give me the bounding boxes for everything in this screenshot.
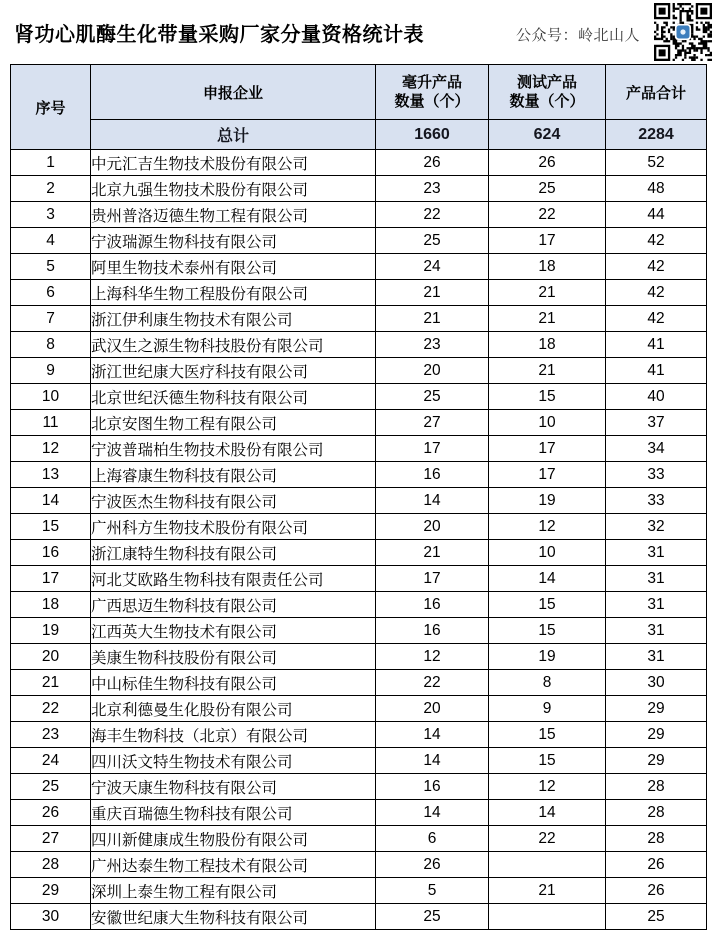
total-qty-cell: 28 [606,826,707,852]
company-name-cell: 浙江伊利康生物技术有限公司 [91,306,376,332]
company-name-cell: 江西英大生物技术有限公司 [91,618,376,644]
row-index-cell: 17 [11,566,91,592]
ml-qty-cell: 12 [376,644,489,670]
ml-qty-cell: 25 [376,384,489,410]
official-account-label: 公众号：岭北山人 [516,27,641,44]
page-title: 肾功心肌酶生化带量采购厂家分量资格统计表 [14,24,424,46]
row-index-cell: 25 [11,774,91,800]
company-name-cell: 广州科方生物技术股份有限公司 [91,514,376,540]
test-qty-cell: 25 [489,176,606,202]
total-qty-cell: 44 [606,202,707,228]
test-qty-cell: 22 [489,826,606,852]
test-qty-cell: 14 [489,566,606,592]
total-qty-cell: 41 [606,332,707,358]
col-header-test-line2: 数量（个） [509,93,585,110]
test-qty-cell: 17 [489,436,606,462]
row-index-cell: 21 [11,670,91,696]
total-qty-cell: 40 [606,384,707,410]
total-qty-cell: 42 [606,280,707,306]
test-qty-cell: 10 [489,540,606,566]
total-qty-cell: 33 [606,462,707,488]
company-name-cell: 宁波普瑞柏生物技术股份有限公司 [91,436,376,462]
test-qty-cell: 21 [489,306,606,332]
company-name-cell: 北京世纪沃德生物科技有限公司 [91,384,376,410]
test-qty-cell: 15 [489,748,606,774]
company-name-cell: 阿里生物技术泰州有限公司 [91,254,376,280]
table-row [11,462,707,488]
total-qty-cell: 52 [606,150,707,176]
total-qty-cell: 31 [606,566,707,592]
row-index-cell: 29 [11,878,91,904]
ml-qty-cell: 17 [376,566,489,592]
ml-qty-cell: 16 [376,774,489,800]
table-row [11,540,707,566]
row-index-cell: 20 [11,644,91,670]
company-name-cell: 宁波瑞源生物科技有限公司 [91,228,376,254]
test-qty-cell: 17 [489,462,606,488]
table-row [11,644,707,670]
ml-qty-cell: 6 [376,826,489,852]
table-header [11,65,707,150]
ml-qty-cell: 20 [376,358,489,384]
table-row [11,618,707,644]
total-qty-cell: 31 [606,592,707,618]
row-index-cell: 1 [11,150,91,176]
company-name-cell: 宁波医杰生物科技有限公司 [91,488,376,514]
row-index-cell: 4 [11,228,91,254]
ml-qty-cell: 5 [376,878,489,904]
col-header-company: 申报企业 [91,65,376,120]
total-qty-cell: 28 [606,800,707,826]
company-name-cell: 河北艾欧路生物科技有限责任公司 [91,566,376,592]
total-qty-cell: 31 [606,644,707,670]
row-index-cell: 9 [11,358,91,384]
company-name-cell: 广州达泰生物工程技术有限公司 [91,852,376,878]
company-name-cell: 四川新健康成生物股份有限公司 [91,826,376,852]
table-row [11,696,707,722]
table-row [11,410,707,436]
ml-qty-cell: 22 [376,202,489,228]
col-header-ml-qty [376,65,489,120]
table-row [11,748,707,774]
row-index-cell: 23 [11,722,91,748]
row-index-cell: 28 [11,852,91,878]
table-row [11,774,707,800]
company-name-cell: 中山标佳生物科技有限公司 [91,670,376,696]
ml-qty-cell: 16 [376,462,489,488]
total-qty-cell: 42 [606,254,707,280]
ml-qty-cell: 16 [376,618,489,644]
row-index-cell: 30 [11,904,91,930]
row-index-cell: 6 [11,280,91,306]
ml-qty-cell: 23 [376,332,489,358]
row-index-cell: 15 [11,514,91,540]
company-name-cell: 北京安图生物工程有限公司 [91,410,376,436]
row-index-cell: 22 [11,696,91,722]
ml-qty-cell: 25 [376,904,489,930]
table-row [11,384,707,410]
company-name-cell: 四川沃文特生物技术有限公司 [91,748,376,774]
table-row [11,332,707,358]
ml-qty-cell: 14 [376,748,489,774]
table-row [11,306,707,332]
table-row [11,280,707,306]
row-index-cell: 2 [11,176,91,202]
total-qty-cell: 29 [606,748,707,774]
ml-qty-cell: 14 [376,488,489,514]
company-name-cell: 宁波天康生物科技有限公司 [91,774,376,800]
table-row [11,826,707,852]
ml-qty-cell: 26 [376,852,489,878]
test-qty-cell: 10 [489,410,606,436]
table-row [11,514,707,540]
ml-qty-cell: 16 [376,592,489,618]
total-qty-cell: 42 [606,306,707,332]
table-row [11,202,707,228]
test-qty-cell: 9 [489,696,606,722]
test-qty-cell: 18 [489,332,606,358]
qr-code-icon [654,2,712,62]
table-row [11,878,707,904]
row-index-cell: 7 [11,306,91,332]
test-qty-cell: 19 [489,644,606,670]
col-header-test-line1: 测试产品 [516,74,577,91]
table-row [11,670,707,696]
test-qty-cell: 8 [489,670,606,696]
row-index-cell: 3 [11,202,91,228]
company-name-cell: 海丰生物科技（北京）有限公司 [91,722,376,748]
row-index-cell: 14 [11,488,91,514]
row-index-cell: 8 [11,332,91,358]
col-header-ml-line1: 毫升产品 [401,74,462,91]
procurement-stats-table [10,64,707,930]
total-qty-cell: 37 [606,410,707,436]
row-index-cell: 24 [11,748,91,774]
ml-qty-cell: 26 [376,150,489,176]
ml-qty-cell: 21 [376,306,489,332]
test-qty-cell [489,904,606,930]
table-row [11,228,707,254]
test-qty-cell: 26 [489,150,606,176]
table-row [11,150,707,176]
col-header-ml-line2: 数量（个） [394,93,470,110]
company-name-cell: 重庆百瑞德生物科技有限公司 [91,800,376,826]
test-qty-cell: 15 [489,384,606,410]
total-qty-cell: 33 [606,488,707,514]
total-qty-cell: 26 [606,878,707,904]
ml-qty-cell: 22 [376,670,489,696]
total-qty-cell: 25 [606,904,707,930]
totals-row [11,120,707,150]
total-qty-cell: 31 [606,540,707,566]
col-header-test-qty [489,65,606,120]
company-name-cell: 北京利德曼生化股份有限公司 [91,696,376,722]
company-name-cell: 安徽世纪康大生物科技有限公司 [91,904,376,930]
test-qty-cell: 18 [489,254,606,280]
company-name-cell: 北京九强生物技术股份有限公司 [91,176,376,202]
table-body [11,150,707,930]
test-qty-cell: 15 [489,618,606,644]
company-name-cell: 武汉生之源生物科技股份有限公司 [91,332,376,358]
total-qty-cell: 31 [606,618,707,644]
company-name-cell: 美康生物科技股份有限公司 [91,644,376,670]
ml-qty-cell: 17 [376,436,489,462]
table-row [11,358,707,384]
col-header-index: 序号 [11,65,91,150]
table-row [11,592,707,618]
test-qty-cell: 22 [489,202,606,228]
totals-label: 总计 [91,120,376,150]
test-qty-cell: 14 [489,800,606,826]
company-name-cell: 上海睿康生物科技有限公司 [91,462,376,488]
ml-qty-cell: 20 [376,514,489,540]
test-qty-cell: 15 [489,592,606,618]
table-row [11,488,707,514]
ml-qty-cell: 27 [376,410,489,436]
totals-ml-value: 1660 [376,120,489,150]
ml-qty-cell: 21 [376,280,489,306]
company-name-cell: 浙江世纪康大医疗科技有限公司 [91,358,376,384]
total-qty-cell: 32 [606,514,707,540]
total-qty-cell: 34 [606,436,707,462]
table-row [11,436,707,462]
row-index-cell: 13 [11,462,91,488]
totals-total-value: 2284 [606,120,707,150]
ml-qty-cell: 21 [376,540,489,566]
company-name-cell: 中元汇吉生物技术股份有限公司 [91,150,376,176]
total-qty-cell: 26 [606,852,707,878]
total-qty-cell: 42 [606,228,707,254]
row-index-cell: 5 [11,254,91,280]
table-row [11,722,707,748]
test-qty-cell: 12 [489,514,606,540]
test-qty-cell [489,852,606,878]
test-qty-cell: 12 [489,774,606,800]
table-row [11,176,707,202]
row-index-cell: 18 [11,592,91,618]
table-row [11,566,707,592]
ml-qty-cell: 24 [376,254,489,280]
total-qty-cell: 29 [606,722,707,748]
row-index-cell: 10 [11,384,91,410]
table-row [11,904,707,930]
company-name-cell: 贵州普洛迈德生物工程有限公司 [91,202,376,228]
ml-qty-cell: 20 [376,696,489,722]
row-index-cell: 19 [11,618,91,644]
total-qty-cell: 41 [606,358,707,384]
company-name-cell: 浙江康特生物科技有限公司 [91,540,376,566]
total-qty-cell: 30 [606,670,707,696]
ml-qty-cell: 14 [376,800,489,826]
test-qty-cell: 19 [489,488,606,514]
test-qty-cell: 21 [489,358,606,384]
totals-test-value: 624 [489,120,606,150]
row-index-cell: 27 [11,826,91,852]
table-row [11,800,707,826]
ml-qty-cell: 25 [376,228,489,254]
table-row [11,254,707,280]
test-qty-cell: 17 [489,228,606,254]
ml-qty-cell: 14 [376,722,489,748]
company-name-cell: 深圳上泰生物工程有限公司 [91,878,376,904]
test-qty-cell: 21 [489,878,606,904]
company-name-cell: 广西思迈生物科技有限公司 [91,592,376,618]
total-qty-cell: 29 [606,696,707,722]
row-index-cell: 16 [11,540,91,566]
ml-qty-cell: 23 [376,176,489,202]
company-name-cell: 上海科华生物工程股份有限公司 [91,280,376,306]
page-header [0,0,715,64]
row-index-cell: 11 [11,410,91,436]
row-index-cell: 12 [11,436,91,462]
total-qty-cell: 48 [606,176,707,202]
test-qty-cell: 15 [489,722,606,748]
col-header-total: 产品合计 [606,65,707,120]
total-qty-cell: 28 [606,774,707,800]
row-index-cell: 26 [11,800,91,826]
test-qty-cell: 21 [489,280,606,306]
table-row [11,852,707,878]
